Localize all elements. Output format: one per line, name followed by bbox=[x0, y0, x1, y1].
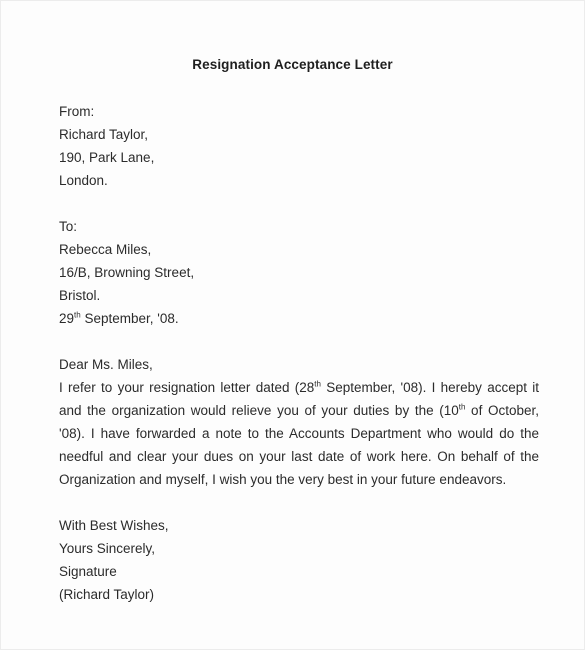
letter-body bbox=[59, 353, 539, 491]
sender-block bbox=[59, 100, 154, 192]
body-text-part2: September, '08). I hereby accept it and the organization would relieve you of your duties by the (10 bbox=[59, 380, 539, 418]
sender-city: London. bbox=[59, 173, 108, 188]
recipient-name: Rebecca Miles, bbox=[59, 242, 152, 257]
sender-name: Richard Taylor, bbox=[59, 127, 149, 142]
body-sup1: th bbox=[314, 379, 321, 389]
date-rest: September, '08. bbox=[80, 311, 179, 326]
closing-block bbox=[59, 514, 169, 606]
date-day: 29 bbox=[59, 311, 75, 326]
sender-street: 190, Park Lane, bbox=[59, 150, 155, 165]
body-text-part1: I refer to your resignation letter dated (28 bbox=[59, 380, 315, 395]
signature-label: Signature bbox=[59, 564, 117, 579]
closing-line-2: Yours Sincerely, bbox=[59, 541, 156, 556]
date-suffix: th bbox=[74, 310, 81, 320]
signature-name: (Richard Taylor) bbox=[59, 587, 155, 602]
recipient-city: Bristol. bbox=[59, 288, 101, 303]
body-text-part3: of October, '08). I have forwarded a note to the Accounts Department who would do the needful and clear your dues on your last date of work here. On behalf of the Organization and myself, I wish you the very best in your future endeavors. bbox=[59, 403, 539, 487]
recipient-block bbox=[59, 215, 194, 330]
body-sup2: th bbox=[458, 402, 466, 412]
letter-date bbox=[59, 307, 194, 330]
from-label: From: bbox=[59, 104, 95, 119]
to-label: To: bbox=[59, 219, 78, 234]
closing-line-1: With Best Wishes, bbox=[59, 518, 169, 533]
recipient-street: 16/B, Browning Street, bbox=[59, 265, 195, 280]
salutation: Dear Ms. Miles, bbox=[59, 357, 153, 372]
body-paragraph bbox=[59, 376, 539, 491]
letter-title: Resignation Acceptance Letter bbox=[192, 57, 393, 72]
